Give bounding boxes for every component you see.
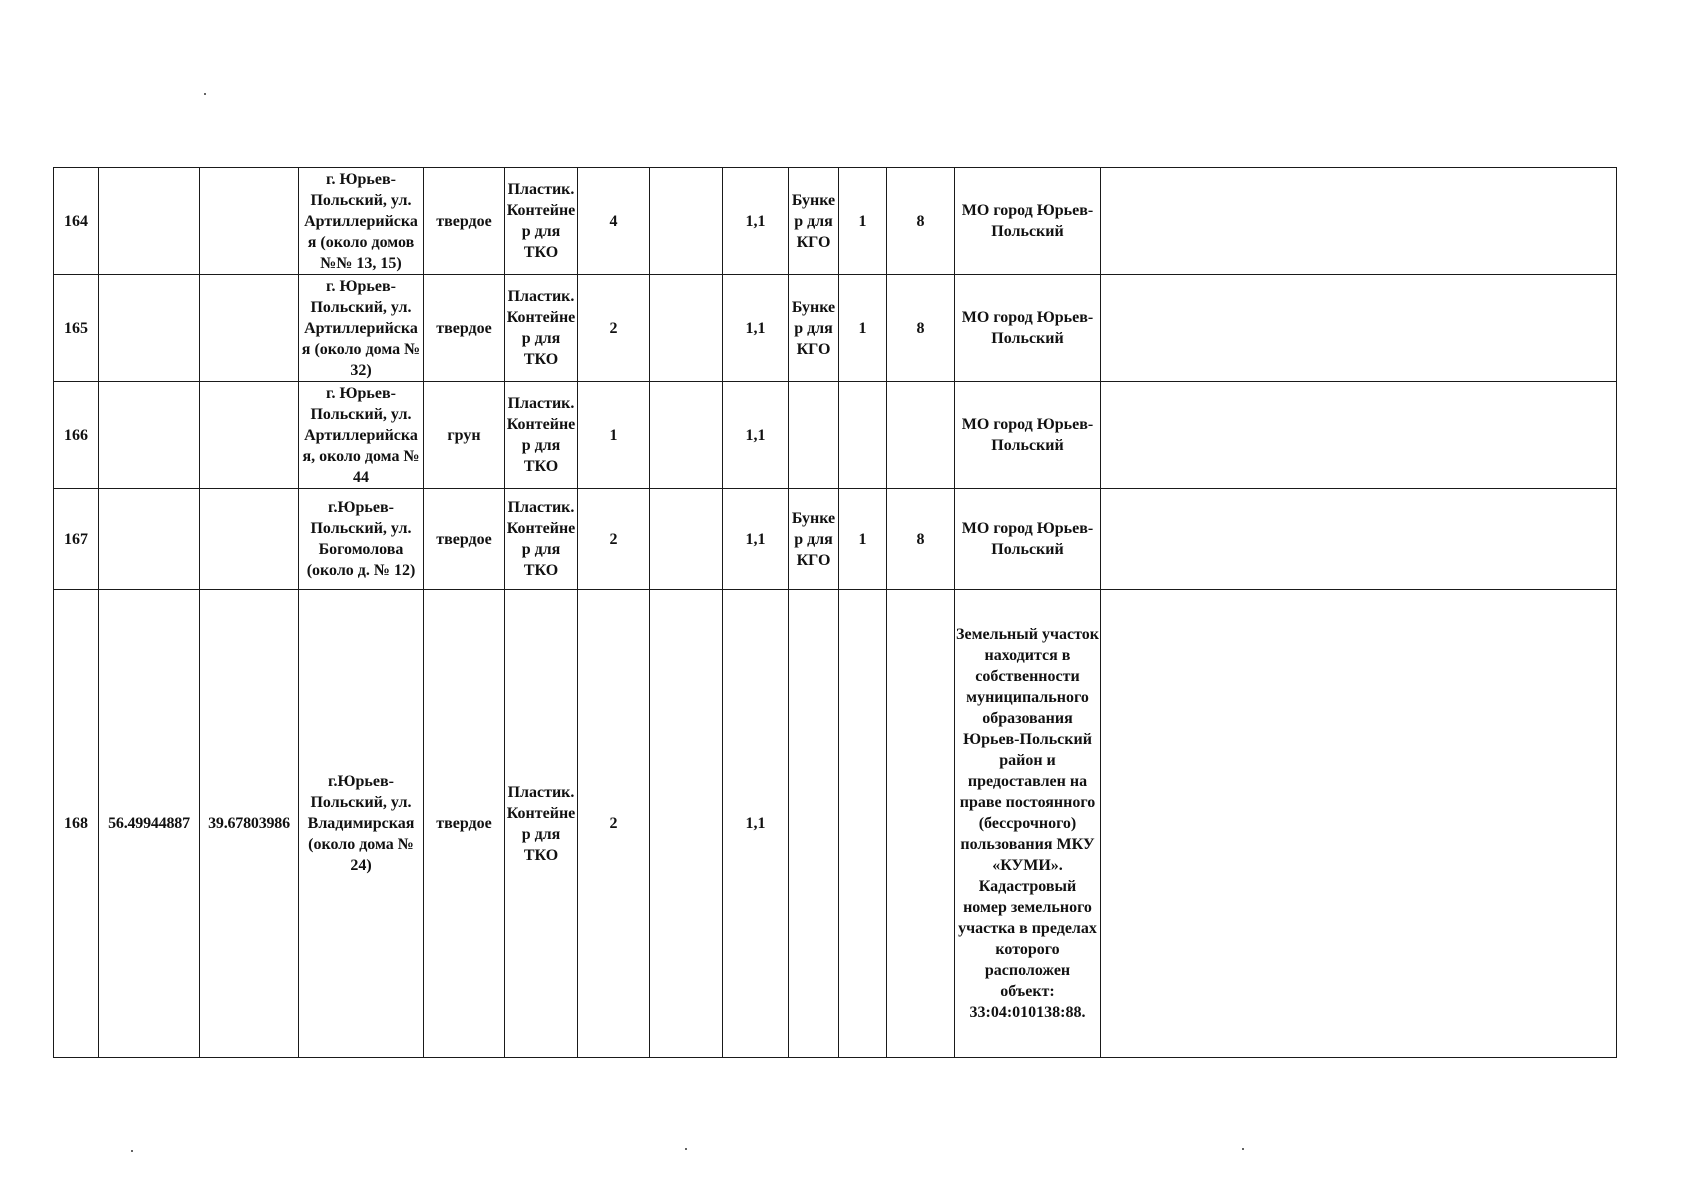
bunker-volume-cell: 8 bbox=[887, 489, 955, 590]
scan-speck bbox=[1242, 1148, 1244, 1150]
latitude-cell bbox=[99, 489, 200, 590]
bunker-type-cell bbox=[789, 382, 839, 489]
container-volume-cell: 1,1 bbox=[723, 275, 789, 382]
container-count-cell: 1 bbox=[578, 382, 650, 489]
empty-cell bbox=[650, 489, 723, 590]
surface-cell: грун bbox=[424, 382, 505, 489]
container-type-cell: Пластик. Контейнер для ТКО bbox=[505, 382, 578, 489]
row-number: 168 bbox=[54, 590, 99, 1058]
registry-table-page bbox=[53, 167, 1617, 1058]
surface-cell: твердое bbox=[424, 275, 505, 382]
table-row bbox=[54, 168, 1617, 275]
container-volume-cell: 1,1 bbox=[723, 382, 789, 489]
bunker-count-cell: 1 bbox=[839, 168, 887, 275]
table-row bbox=[54, 590, 1617, 1058]
bunker-type-cell: Бункер для КГО bbox=[789, 275, 839, 382]
row-number: 164 bbox=[54, 168, 99, 275]
container-count-cell: 2 bbox=[578, 489, 650, 590]
row-number: 165 bbox=[54, 275, 99, 382]
bunker-count-cell bbox=[839, 590, 887, 1058]
surface-cell: твердое bbox=[424, 168, 505, 275]
latitude-cell bbox=[99, 382, 200, 489]
scan-speck bbox=[685, 1148, 687, 1150]
waste-sites-table bbox=[53, 167, 1617, 1058]
bunker-type-cell: Бункер для КГО bbox=[789, 489, 839, 590]
extra-cell bbox=[1101, 489, 1617, 590]
container-type-cell: Пластик. Контейнер для ТКО bbox=[505, 168, 578, 275]
bunker-type-cell bbox=[789, 590, 839, 1058]
extra-cell bbox=[1101, 382, 1617, 489]
longitude-cell bbox=[200, 168, 299, 275]
surface-cell: твердое bbox=[424, 590, 505, 1058]
owner-cell: МО город Юрьев-Польский bbox=[955, 489, 1101, 590]
table-row bbox=[54, 275, 1617, 382]
container-volume-cell: 1,1 bbox=[723, 489, 789, 590]
bunker-count-cell bbox=[839, 382, 887, 489]
row-number: 167 bbox=[54, 489, 99, 590]
latitude-cell bbox=[99, 275, 200, 382]
address-cell: г. Юрьев-Польский, ул. Артиллерийская, около дома № 44 bbox=[299, 382, 424, 489]
bunker-count-cell: 1 bbox=[839, 489, 887, 590]
row-number: 166 bbox=[54, 382, 99, 489]
bunker-volume-cell bbox=[887, 590, 955, 1058]
scan-speck bbox=[131, 1150, 133, 1152]
table-row bbox=[54, 382, 1617, 489]
container-count-cell: 4 bbox=[578, 168, 650, 275]
container-type-cell: Пластик. Контейнер для ТКО bbox=[505, 275, 578, 382]
bunker-type-cell: Бункер для КГО bbox=[789, 168, 839, 275]
container-type-cell: Пластик. Контейнер для ТКО bbox=[505, 590, 578, 1058]
container-count-cell: 2 bbox=[578, 275, 650, 382]
bunker-volume-cell bbox=[887, 382, 955, 489]
owner-cell: МО город Юрьев-Польский bbox=[955, 168, 1101, 275]
extra-cell bbox=[1101, 275, 1617, 382]
address-cell: г.Юрьев-Польский, ул. Богомолова (около д. № 12) bbox=[299, 489, 424, 590]
longitude-cell bbox=[200, 382, 299, 489]
address-cell: г. Юрьев-Польский, ул. Артиллерийская (около дома № 32) bbox=[299, 275, 424, 382]
container-count-cell: 2 bbox=[578, 590, 650, 1058]
table-row bbox=[54, 489, 1617, 590]
latitude-cell bbox=[99, 168, 200, 275]
empty-cell bbox=[650, 168, 723, 275]
surface-cell: твердое bbox=[424, 489, 505, 590]
empty-cell bbox=[650, 590, 723, 1058]
container-type-cell: Пластик. Контейнер для ТКО bbox=[505, 489, 578, 590]
longitude-cell bbox=[200, 489, 299, 590]
owner-cell: МО город Юрьев-Польский bbox=[955, 275, 1101, 382]
container-volume-cell: 1,1 bbox=[723, 168, 789, 275]
bunker-volume-cell: 8 bbox=[887, 275, 955, 382]
address-cell: г. Юрьев-Польский, ул. Артиллерийская (около домов №№ 13, 15) bbox=[299, 168, 424, 275]
longitude-cell: 39.67803986 bbox=[200, 590, 299, 1058]
owner-cell: МО город Юрьев-Польский bbox=[955, 382, 1101, 489]
extra-cell bbox=[1101, 590, 1617, 1058]
extra-cell bbox=[1101, 168, 1617, 275]
longitude-cell bbox=[200, 275, 299, 382]
bunker-count-cell: 1 bbox=[839, 275, 887, 382]
address-cell: г.Юрьев-Польский, ул. Владимирская (около дома № 24) bbox=[299, 590, 424, 1058]
scan-speck bbox=[204, 93, 206, 95]
empty-cell bbox=[650, 275, 723, 382]
container-volume-cell: 1,1 bbox=[723, 590, 789, 1058]
latitude-cell: 56.49944887 bbox=[99, 590, 200, 1058]
empty-cell bbox=[650, 382, 723, 489]
bunker-volume-cell: 8 bbox=[887, 168, 955, 275]
land-plot-note-cell: Земельный участок находится в собственности муниципального образования Юрьев-Польский район и предоставлен на праве постоянного (бессрочного) пользования МКУ «КУМИ». Кадастровый номер земельного участка в пределах которого расположен объект: 33:04:010138:88. bbox=[955, 590, 1101, 1058]
